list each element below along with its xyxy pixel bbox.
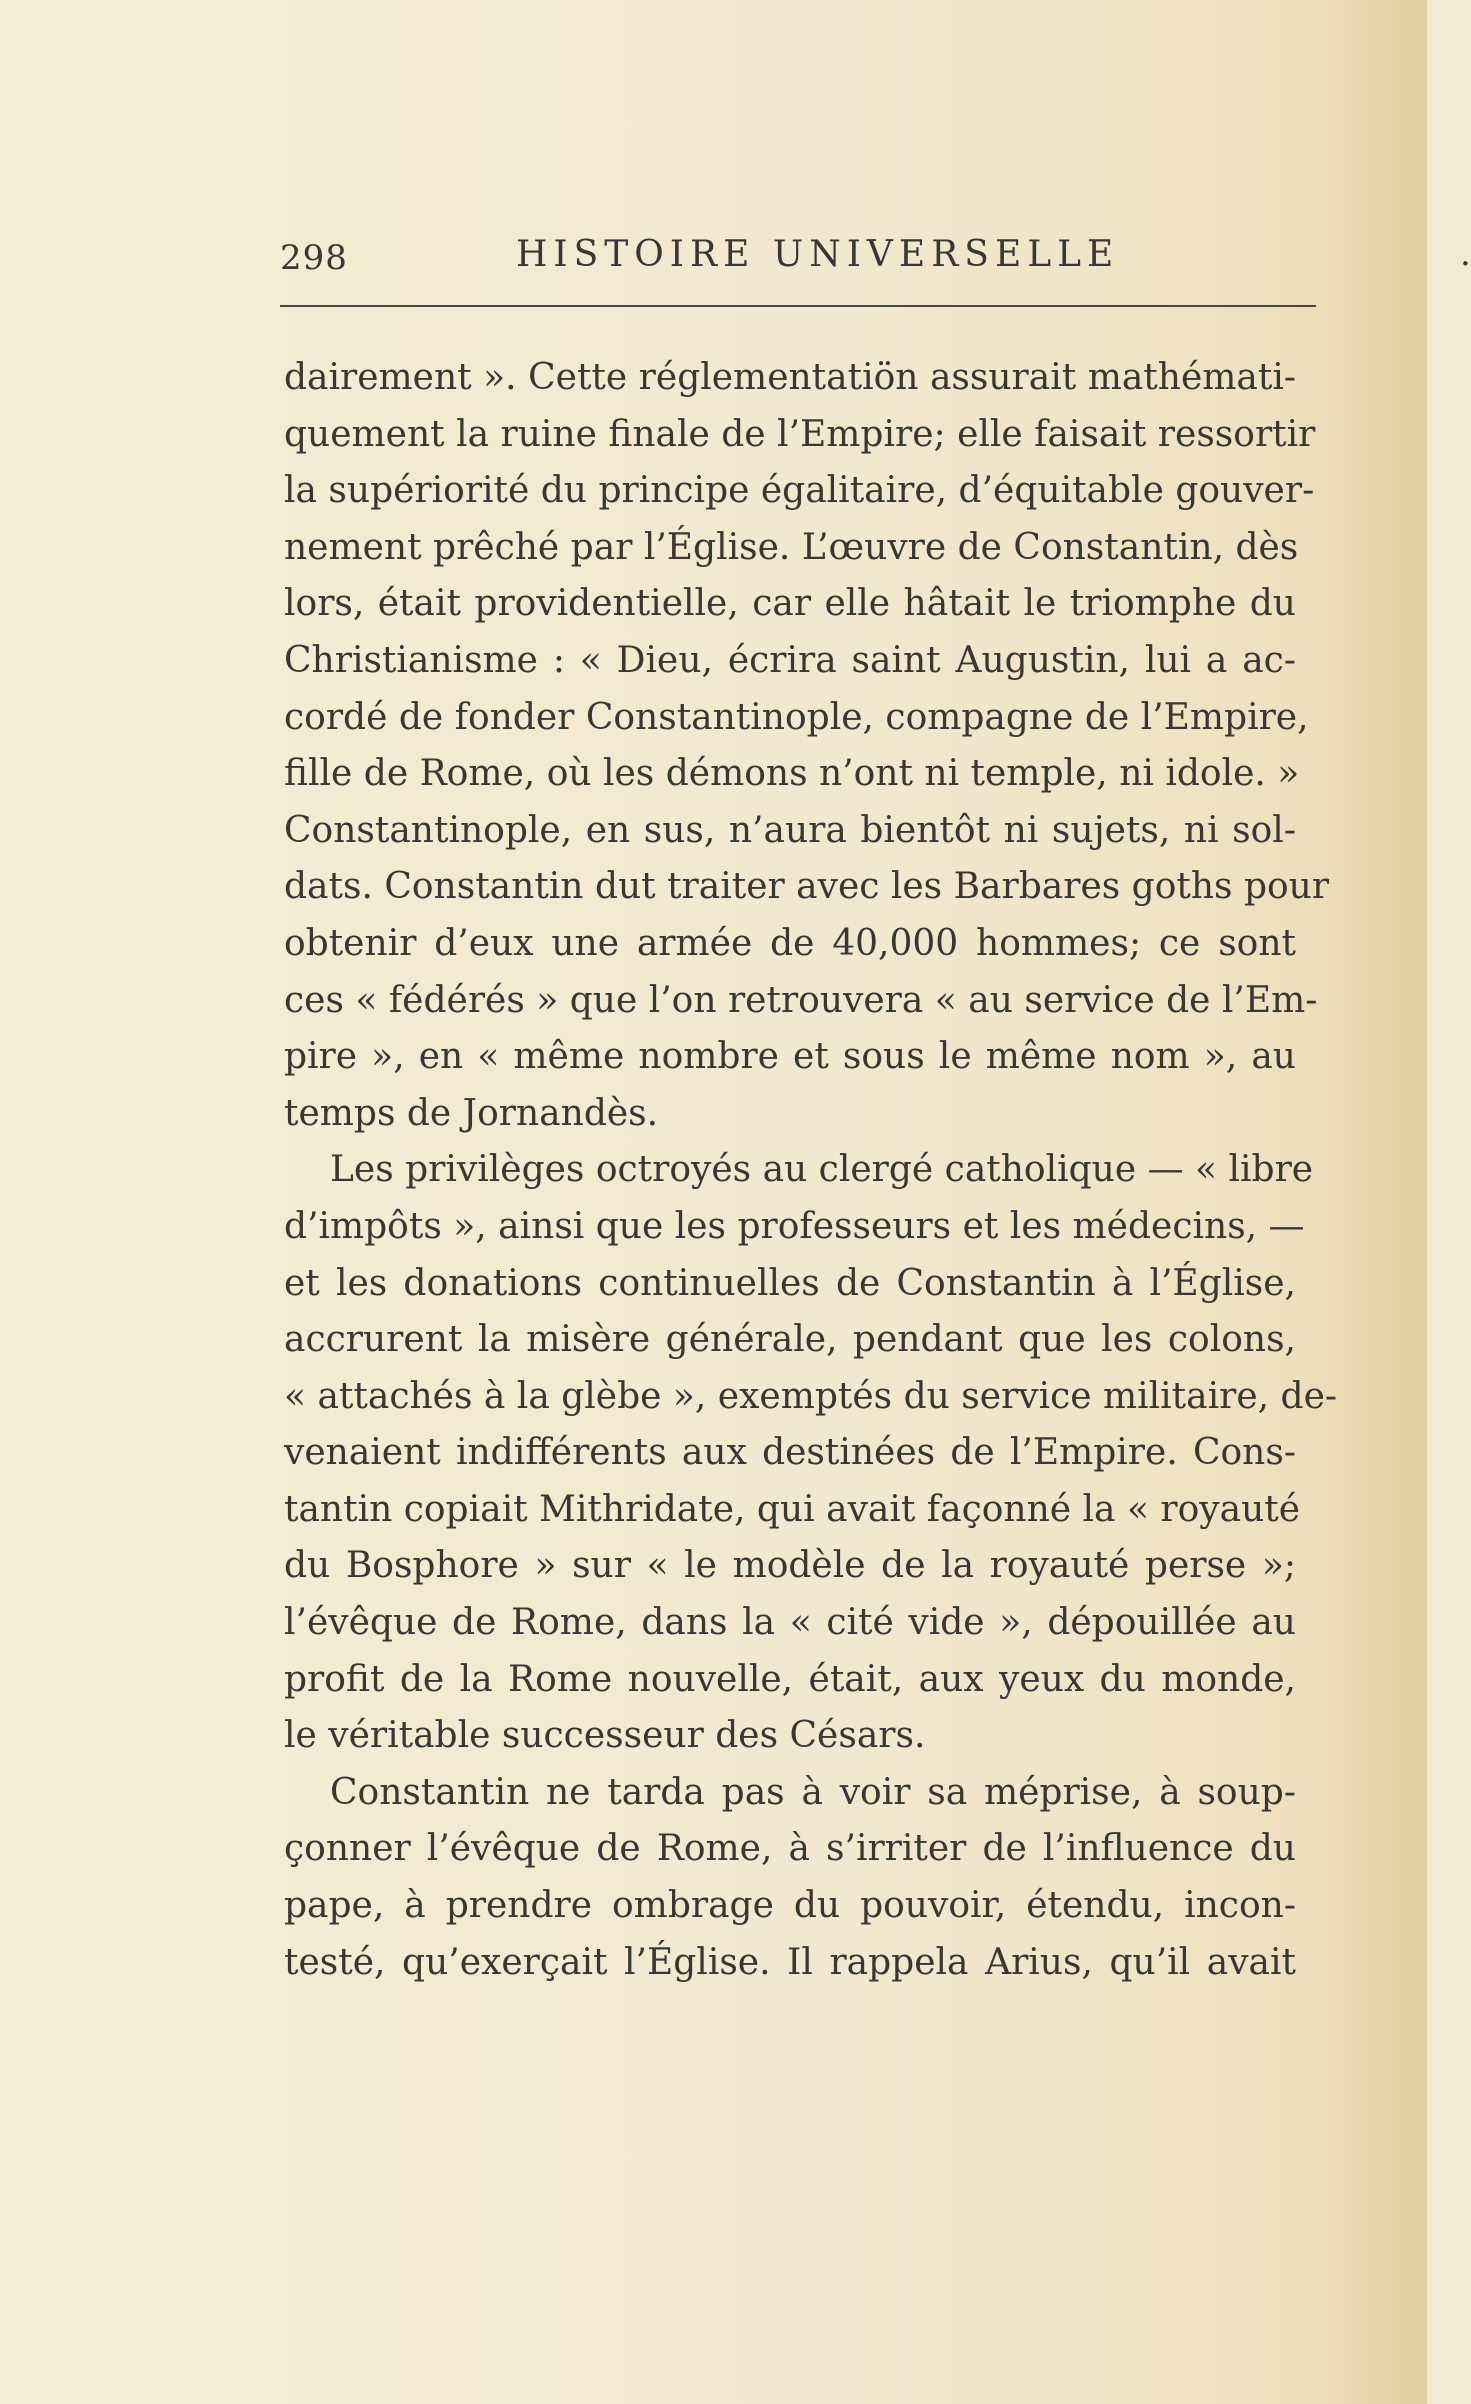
page-edge-shading (1337, 0, 1427, 2404)
text-line: cordé de fonder Constantinople, compagne de l’Empire, (284, 696, 1309, 738)
text-line: temps de Jornandès. (284, 1092, 659, 1134)
text-line: ces « fédérés » que l’on retrouvera « au service de l’Em- (284, 979, 1318, 1021)
text-line: testé, qu’exerçait l’Église. Il rappela Arius, qu’il avait (284, 1941, 1296, 1983)
running-header (280, 228, 1471, 288)
text-line: tantin copiait Mithridate, qui avait façonné la « royauté (284, 1488, 1301, 1530)
text-line: et les donations continuelles de Constantin à l’Église, (284, 1262, 1296, 1304)
text-line: l’évêque de Rome, dans la « cité vide », dépouillée au (284, 1602, 1296, 1644)
text-line: dairement ». Cette réglementatiön assurait mathémati- (284, 357, 1296, 398)
text-line: Les privilèges octroyés au clergé catholique — « libre (330, 1149, 1314, 1191)
text-line: du Bosphore » sur « le modèle de la royauté perse »; (284, 1545, 1296, 1587)
text-line: la supériorité du principe égalitaire, d’équitable gouver- (284, 470, 1315, 512)
running-title: HISTOIRE UNIVERSELLE (516, 234, 1120, 275)
text-line: d’impôts », ainsi que les professeurs et les médecins, — (284, 1205, 1305, 1247)
page-number: 298 (280, 238, 348, 278)
text-line: le véritable successeur des Césars. (284, 1715, 926, 1757)
header-rule (280, 305, 1316, 307)
text-line: quement la ruine finale de l’Empire; elle faisait ressortir (284, 413, 1316, 455)
text-line: Constantin ne tarda pas à voir sa méprise, à soup- (330, 1771, 1296, 1813)
text-line: lors, était providentielle, car elle hâtait le triomphe du (284, 583, 1296, 625)
text-line: pape, à prendre ombrage du pouvoir, étendu, incon- (284, 1885, 1296, 1927)
header-ornament-dot: . (1460, 234, 1471, 274)
text-line: venaient indifférents aux destinées de l’Empire. Cons- (284, 1432, 1296, 1474)
text-line: pire », en « même nombre et sous le même nom », au (284, 1036, 1296, 1078)
text-line: obtenir d’eux une armée de 40,000 hommes; ce sont (284, 922, 1296, 964)
text-line: profit de la Rome nouvelle, était, aux yeux du monde, (284, 1658, 1296, 1700)
text-line: çonner l’évêque de Rome, à s’irriter de l’influence du (284, 1828, 1296, 1870)
text-line: Constantinople, en sus, n’aura bientôt ni sujets, ni sol- (284, 809, 1296, 851)
text-line: fille de Rome, où les démons n’ont ni temple, ni idole. » (284, 753, 1300, 795)
body-text (284, 350, 1338, 1991)
text-line: accrurent la misère générale, pendant que les colons, (284, 1319, 1296, 1361)
text-line: dats. Constantin dut traiter avec les Barbares goths pour (284, 866, 1330, 908)
text-line: Christianisme : « Dieu, écrira saint Augustin, lui a ac- (284, 639, 1296, 681)
text-line: « attachés à la glèbe », exemptés du service militaire, de- (284, 1375, 1338, 1417)
text-line: nement prêché par l’Église. L’œuvre de Constantin, dès (284, 526, 1299, 568)
